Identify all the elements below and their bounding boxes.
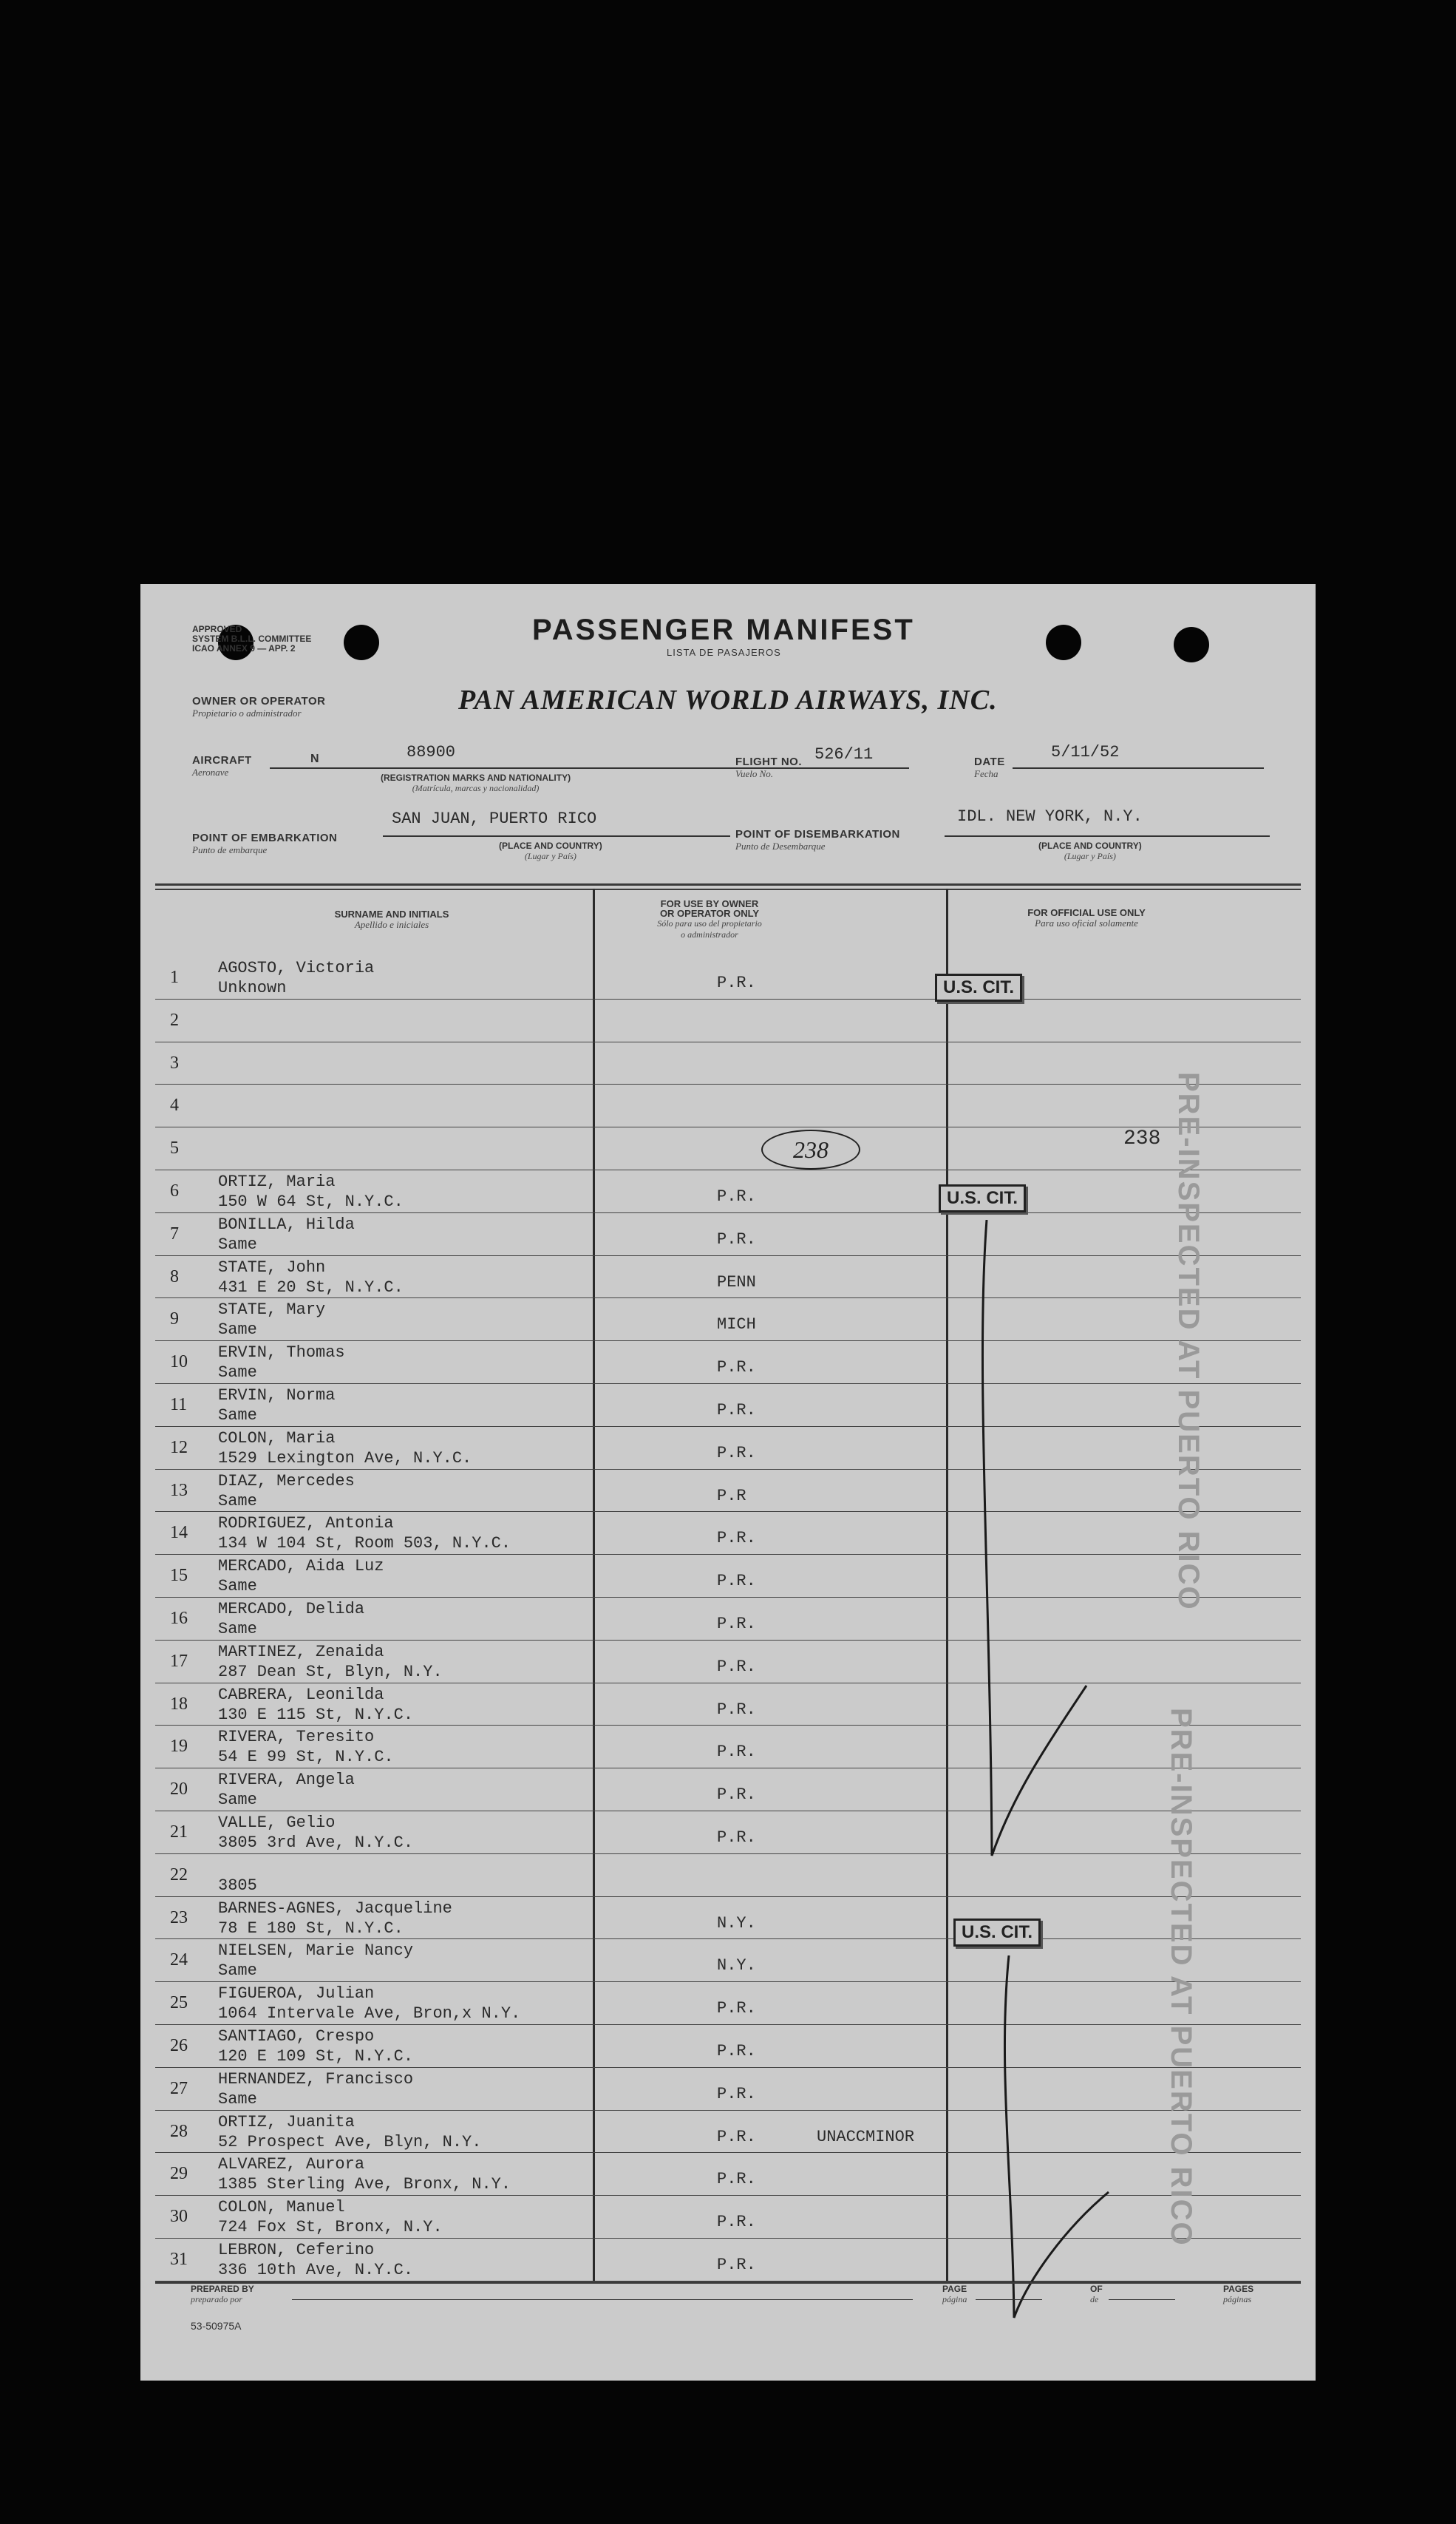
row-number: 12 — [170, 1437, 188, 1457]
passenger-address: Same — [218, 1791, 257, 1810]
row-number: 31 — [170, 2250, 188, 2269]
owner-label: OWNER OR OPERATOR Propietario o administrador — [192, 695, 326, 719]
row-number: 9 — [170, 1309, 179, 1329]
punch-hole — [1046, 625, 1081, 660]
row-number: 10 — [170, 1352, 188, 1372]
us-cit-stamp: U.S. CIT. — [939, 1184, 1026, 1212]
passenger-name: DIAZ, Mercedes — [218, 1471, 355, 1490]
passenger-name: ERVIN, Thomas — [218, 1343, 345, 1363]
owner-column-header: FOR USE BY OWNER OR OPERATOR ONLY Sólo para uso del propietario o administrador — [657, 898, 762, 940]
table-row — [140, 1470, 1316, 1513]
passenger-origin: MICH — [717, 1315, 756, 1334]
row-number: 20 — [170, 1780, 188, 1799]
passenger-address: 120 E 109 St, N.Y.C. — [218, 2047, 414, 2066]
punch-hole — [1174, 627, 1209, 662]
passenger-origin: P.R. — [717, 1358, 756, 1377]
embark-label: POINT OF EMBARKATION Punto de embarque — [192, 832, 338, 855]
prepared-underline — [292, 2299, 913, 2300]
manifest-sheet — [140, 584, 1316, 2381]
passenger-origin: P.R. — [717, 1443, 756, 1462]
passenger-name: ORTIZ, Juanita — [218, 2112, 355, 2131]
approved-block: APPROVED SYSTEM B.L.L. COMMITTEE ICAO ANNEX 9 — APP. 2 — [192, 624, 312, 654]
row-number: 18 — [170, 1694, 188, 1714]
row-number: 14 — [170, 1523, 188, 1543]
table-row — [140, 1556, 1316, 1598]
passenger-address: Same — [218, 1406, 257, 1425]
footer-rule — [155, 2282, 1301, 2284]
passenger-address: Unknown — [218, 979, 287, 997]
passenger-name: RIVERA, Teresito — [218, 1728, 375, 1747]
check-mark-icon — [976, 1220, 1123, 1885]
table-row — [140, 1000, 1316, 1043]
passenger-address: 1529 Lexington Ave, N.Y.C. — [218, 1448, 472, 1468]
preinspected-stamp: PRE-INSPECTED AT PUERTO RICO — [1172, 1072, 1205, 1611]
passenger-address: 134 W 104 St, Room 503, N.Y.C. — [218, 1534, 511, 1553]
us-cit-stamp: U.S. CIT. — [935, 974, 1022, 1002]
aircraft-label: AIRCRAFT Aeronave — [192, 754, 252, 778]
table-row — [140, 1812, 1316, 1855]
of-label: OF de — [1090, 2284, 1103, 2304]
row-number: 11 — [170, 1395, 188, 1414]
row-number: 26 — [170, 2036, 188, 2055]
passenger-origin: P.R. — [717, 2170, 756, 2189]
passenger-origin: P.R. — [717, 1229, 756, 1249]
passenger-name: CABRERA, Leonilda — [218, 1685, 384, 1704]
passenger-origin: P.R. — [717, 1828, 756, 1847]
table-row — [140, 1513, 1316, 1556]
flight-no: 526/11 — [814, 745, 874, 764]
passenger-address: 724 Fox St, Bronx, N.Y. — [218, 2218, 443, 2237]
passenger-name: BARNES-AGNES, Jacqueline — [218, 1899, 452, 1918]
name-column-header: SURNAME AND INITIALS Apellido e iniciales — [334, 909, 449, 930]
passenger-name: SANTIAGO, Crespo — [218, 2027, 375, 2046]
table-row — [140, 957, 1316, 1000]
disembark-value: IDL. NEW YORK, N.Y. — [957, 807, 1143, 826]
passenger-name: MERCADO, Delida — [218, 1600, 365, 1618]
page-subtitle: LISTA DE PASAJEROS — [667, 647, 781, 658]
table-row — [140, 1598, 1316, 1641]
row-number: 24 — [170, 1950, 188, 1970]
row-number: 27 — [170, 2078, 188, 2098]
row-number: 5 — [170, 1139, 179, 1158]
table-row — [140, 1385, 1316, 1428]
row-number: 13 — [170, 1480, 188, 1500]
header-rule — [155, 889, 1301, 890]
passenger-origin: P.R. — [717, 974, 756, 992]
row-number: 3 — [170, 1053, 179, 1073]
page-label: PAGE página — [942, 2284, 967, 2304]
flight-underline — [806, 767, 909, 769]
prepared-by: PREPARED BY preparado por — [191, 2284, 254, 2304]
passenger-origin: P.R — [717, 1486, 746, 1505]
passenger-origin: P.R. — [717, 2256, 756, 2274]
passenger-address: 287 Dean St, Blyn, N.Y. — [218, 1662, 443, 1681]
row-number: 22 — [170, 1865, 188, 1884]
passenger-address: 1064 Intervale Ave, Bron,x N.Y. — [218, 2004, 521, 2023]
passenger-address: 336 10th Ave, N.Y.C. — [218, 2261, 414, 2279]
passenger-address: 54 E 99 St, N.Y.C. — [218, 1748, 394, 1767]
disembark-underline — [945, 835, 1270, 837]
table-row — [140, 1043, 1316, 1086]
row-number: 29 — [170, 2164, 188, 2184]
row-number: 16 — [170, 1609, 188, 1628]
passenger-address: Same — [218, 1320, 257, 1340]
passenger-name: ERVIN, Norma — [218, 1386, 336, 1405]
row-number: 1 — [170, 968, 179, 987]
passenger-name: RIVERA, Angela — [218, 1771, 355, 1790]
passenger-address: Same — [218, 1620, 257, 1638]
row-number: 28 — [170, 2121, 188, 2141]
passenger-name: ORTIZ, Maria — [218, 1173, 336, 1191]
of-underline — [1109, 2299, 1175, 2300]
passenger-name: LEBRON, Ceferino — [218, 2241, 375, 2259]
passenger-name: VALLE, Gelio — [218, 1814, 336, 1832]
passenger-origin: P.R. — [717, 1785, 756, 1805]
date-underline — [1013, 767, 1264, 769]
passenger-origin: N.Y. — [717, 1956, 756, 1975]
row-number: 4 — [170, 1096, 179, 1116]
table-row — [140, 1855, 1316, 1898]
passenger-name: FIGUEROA, Julian — [218, 1984, 375, 2004]
passenger-address: Same — [218, 1363, 257, 1383]
passenger-address: 130 E 115 St, N.Y.C. — [218, 1705, 414, 1724]
passenger-note: UNACCMINOR — [817, 2127, 915, 2146]
passenger-address: 150 W 64 St, N.Y.C. — [218, 1193, 404, 1211]
owner-value: PAN AMERICAN WORLD AIRWAYS, INC. — [458, 685, 998, 716]
passenger-origin: P.R. — [717, 2213, 756, 2232]
passenger-origin: P.R. — [717, 1529, 756, 1548]
passenger-name: AGOSTO, Victoria — [218, 959, 375, 977]
date-value: 5/11/52 — [1051, 743, 1120, 761]
table-row — [140, 1214, 1316, 1257]
row-number: 8 — [170, 1266, 179, 1286]
table-row — [140, 1769, 1316, 1812]
passenger-name: BONILLA, Hilda — [218, 1215, 355, 1234]
passenger-address: Same — [218, 1235, 257, 1254]
row-number: 2 — [170, 1010, 179, 1030]
us-cit-stamp: U.S. CIT. — [953, 1919, 1041, 1947]
punch-hole — [344, 625, 379, 660]
disembark-place-note: (PLACE AND COUNTRY) (Lugar y País) — [1038, 841, 1142, 861]
row-number: 21 — [170, 1822, 188, 1842]
passenger-address: 3805 3rd Ave, N.Y.C. — [218, 1833, 414, 1852]
table-row — [140, 1257, 1316, 1300]
official-number: 238 — [1123, 1127, 1161, 1150]
passenger-name: COLON, Manuel — [218, 2198, 345, 2217]
passenger-origin: P.R. — [717, 1187, 756, 1206]
passenger-address: 3805 — [218, 1876, 257, 1895]
passenger-origin: P.R. — [717, 1572, 756, 1591]
passenger-name: RODRIGUEZ, Antonia — [218, 1514, 394, 1533]
embark-place-note: (PLACE AND COUNTRY) (Lugar y País) — [499, 841, 602, 861]
table-row — [140, 1641, 1316, 1684]
passenger-name: MERCADO, Aida Luz — [218, 1557, 384, 1576]
embark-value: SAN JUAN, PUERTO RICO — [392, 810, 597, 828]
passenger-origin: P.R. — [717, 1999, 756, 2018]
flight-label: FLIGHT NO. Vuelo No. — [735, 756, 802, 779]
passenger-origin: P.R. — [717, 2084, 756, 2103]
passenger-address: Same — [218, 1491, 257, 1510]
passenger-address: Same — [218, 1961, 257, 1981]
table-row — [140, 1428, 1316, 1470]
passenger-address: 431 E 20 St, N.Y.C. — [218, 1278, 404, 1297]
row-number: 19 — [170, 1737, 188, 1757]
passenger-address: Same — [218, 1577, 257, 1596]
passenger-address: 1385 Sterling Ave, Bronx, N.Y. — [218, 2175, 511, 2194]
table-row — [140, 1898, 1316, 1941]
aircraft-no: 88900 — [406, 743, 456, 761]
passenger-origin: P.R. — [717, 2127, 756, 2146]
pages-label: PAGES páginas — [1223, 2284, 1254, 2304]
disembark-label: POINT OF DISEMBARKATION Punto de Desembarque — [735, 828, 900, 852]
row-number: 30 — [170, 2207, 188, 2227]
passenger-name: STATE, Mary — [218, 1300, 326, 1320]
form-number: 53-50975A — [191, 2320, 242, 2332]
table-row — [140, 1684, 1316, 1727]
row-number: 17 — [170, 1651, 188, 1671]
passenger-origin: P.R. — [717, 1401, 756, 1419]
date-label: DATE Fecha — [974, 756, 1005, 779]
passenger-name: STATE, John — [218, 1258, 326, 1277]
passenger-name: COLON, Maria — [218, 1428, 336, 1448]
table-row — [140, 1299, 1316, 1342]
passenger-address: 52 Prospect Ave, Blyn, N.Y. — [218, 2132, 482, 2151]
passenger-address: Same — [218, 2089, 257, 2109]
row-number: 25 — [170, 1993, 188, 2013]
circled-number: 238 — [761, 1130, 860, 1170]
aircraft-no-prefix: N — [310, 753, 320, 765]
page-underline — [976, 2299, 1042, 2300]
passenger-origin: P.R. — [717, 1743, 756, 1762]
table-row — [140, 1171, 1316, 1214]
passenger-name: NIELSEN, Marie Nancy — [218, 1941, 414, 1961]
passenger-name: MARTINEZ, Zenaida — [218, 1642, 384, 1661]
passenger-origin: P.R. — [717, 1615, 756, 1633]
preinspected-stamp: PRE-INSPECTED AT PUERTO RICO — [1165, 1708, 1197, 2247]
row-number: 7 — [170, 1224, 179, 1244]
passenger-origin: N.Y. — [717, 1913, 756, 1933]
row-number: 15 — [170, 1566, 188, 1586]
table-row — [140, 1085, 1316, 1128]
table-row — [140, 1342, 1316, 1385]
header-rule — [155, 883, 1301, 886]
passenger-origin: P.R. — [717, 1700, 756, 1719]
row-number: 23 — [170, 1907, 188, 1927]
passenger-origin: P.R. — [717, 2042, 756, 2060]
page-title: PASSENGER MANIFEST — [532, 614, 915, 646]
table-row — [140, 1726, 1316, 1769]
passenger-origin: PENN — [717, 1272, 756, 1292]
registration-note: (REGISTRATION MARKS AND NATIONALITY) (Matrícula, marcas y nacionalidad) — [381, 773, 571, 793]
passenger-name: HERNANDEZ, Francisco — [218, 2069, 414, 2089]
passenger-address: 78 E 180 St, N.Y.C. — [218, 1919, 404, 1938]
row-number: 6 — [170, 1181, 179, 1201]
passenger-name: ALVAREZ, Aurora — [218, 2155, 365, 2174]
official-column-header: FOR OFFICIAL USE ONLY Para uso oficial solamente — [1027, 907, 1146, 929]
embark-underline — [383, 835, 730, 837]
passenger-origin: P.R. — [717, 1657, 756, 1676]
